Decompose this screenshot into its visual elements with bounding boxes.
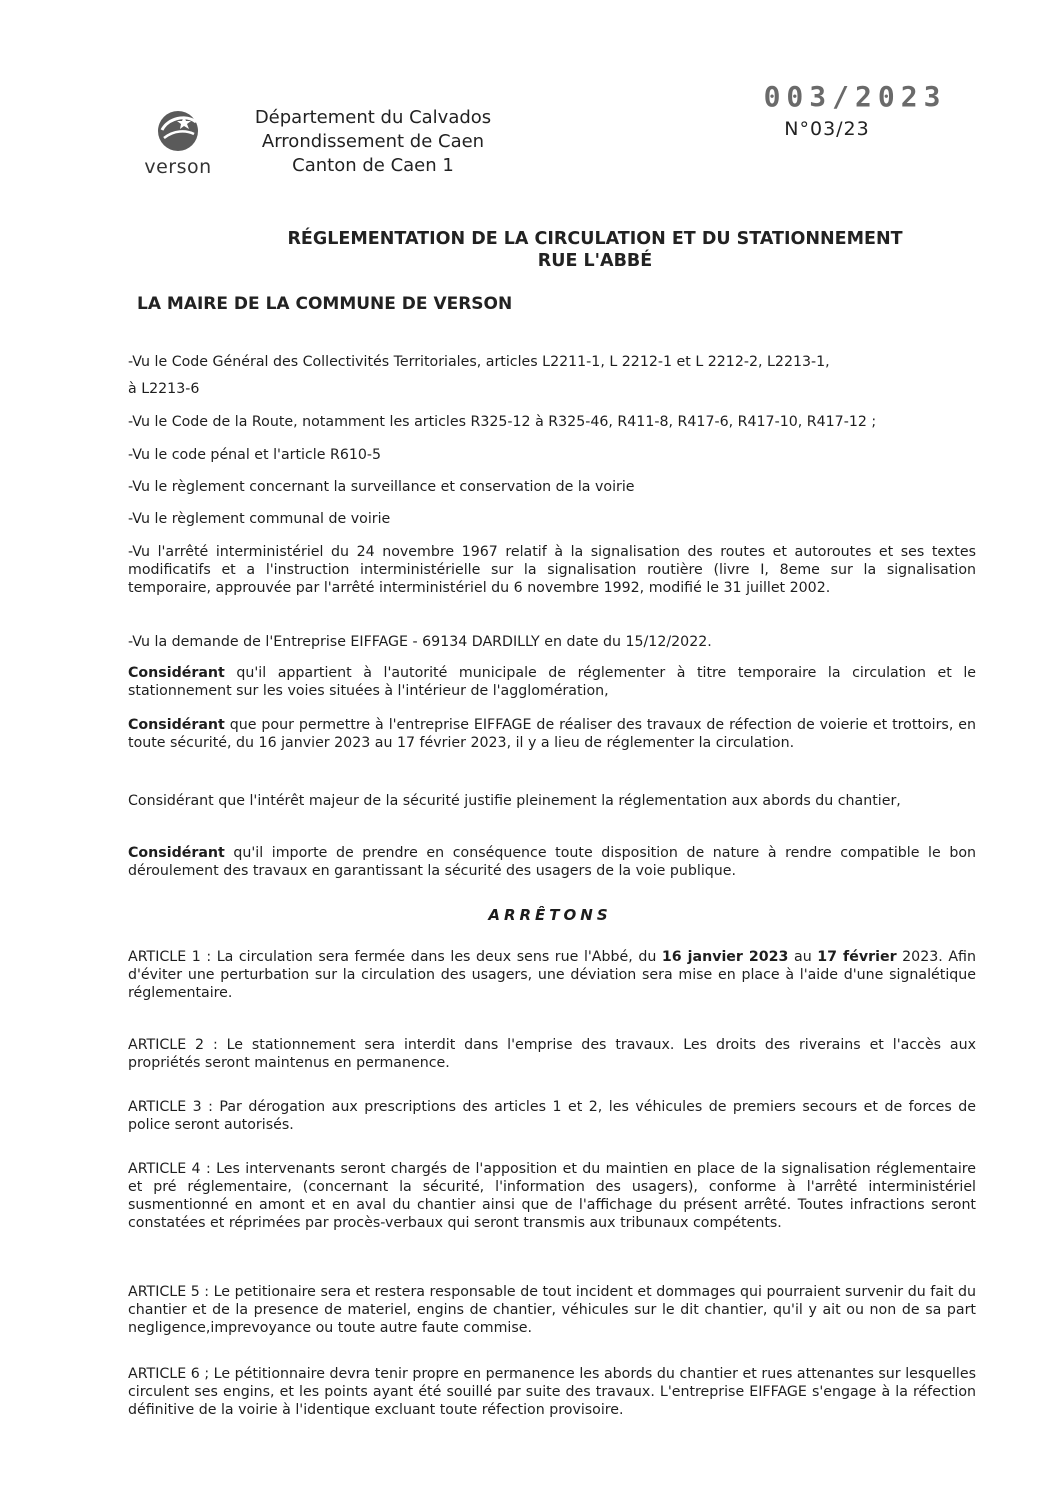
logo-text: verson bbox=[144, 156, 212, 178]
article-label: ARTICLE 1 : bbox=[128, 949, 212, 965]
reference-number: N°03/23 bbox=[784, 118, 870, 140]
start-date: 16 janvier 2023 bbox=[661, 949, 789, 965]
visa-7: -Vu la demande de l'Entreprise EIFFAGE - 69134 DARDILLY en date du 15/12/2022. bbox=[128, 634, 712, 650]
considerant-text: que l'intérêt majeur de la sécurité justifie pleinement la réglementation aux abords du chantier, bbox=[213, 793, 901, 809]
verson-logo bbox=[136, 108, 220, 180]
considerant-label: Considérant bbox=[128, 717, 225, 733]
article-6 bbox=[128, 1365, 976, 1419]
visa-1: -Vu le Code Général des Collectivités Territoriales, articles L2211-1, L 2212-1 et L 2212-2, L2213-1, bbox=[128, 354, 830, 370]
visa-1-continued: à L2213-6 bbox=[128, 381, 200, 397]
article-text: Le stationnement sera interdit dans l'emprise des travaux. Les droits des riverains et l'accès aux propriétés seront maintenus en permanence. bbox=[128, 1037, 976, 1071]
article-text: La circulation sera fermée dans les deux sens rue l'Abbé, du bbox=[211, 949, 662, 965]
stamp-number: 003/2023 bbox=[763, 80, 947, 113]
considerant-text: que pour permettre à l'entreprise EIFFAGE de réaliser des travaux de réfection de voierie et trottoirs, en toute sécurité, du 16 janvier 2023 au 17 février 2023, il y a lieu de réglementer la circulation. bbox=[128, 717, 976, 751]
considerant-text: qu'il appartient à l'autorité municipale de réglementer à titre temporaire la circulation et le stationnement sur les voies situées à l'intérieur de l'agglomération, bbox=[128, 665, 976, 699]
visa-4: -Vu le règlement concernant la surveillance et conservation de la voirie bbox=[128, 479, 635, 495]
considerant-4 bbox=[128, 844, 976, 880]
considerant-label: Considérant bbox=[128, 845, 225, 861]
article-3 bbox=[128, 1098, 976, 1134]
article-label: ARTICLE 5 : bbox=[128, 1284, 210, 1300]
arretons-heading: ARRÊTONS bbox=[488, 906, 612, 924]
administrative-header bbox=[228, 106, 518, 178]
article-4 bbox=[128, 1160, 976, 1232]
considerant-2 bbox=[128, 716, 976, 752]
article-label: ARTICLE 4 : bbox=[128, 1161, 211, 1177]
title-line-2: RUE L'ABBÉ bbox=[537, 251, 653, 271]
considerant-text: qu'il importe de prendre en conséquence toute disposition de nature à rendre compatible le bon déroulement des travaux en garantissant la sécurité des usagers de la voie publique. bbox=[128, 845, 976, 879]
title-line-1: RÉGLEMENTATION DE LA CIRCULATION ET DU STATIONNEMENT bbox=[287, 229, 903, 249]
department-line: Département du Calvados bbox=[254, 107, 492, 128]
considerant-3 bbox=[128, 792, 976, 810]
considerant-label: Considérant bbox=[128, 793, 214, 809]
arrondissement-line: Arrondissement de Caen bbox=[261, 131, 485, 152]
article-1 bbox=[128, 948, 976, 1002]
visa-3: -Vu le code pénal et l'article R610-5 bbox=[128, 447, 382, 463]
article-label: ARTICLE 3 : bbox=[128, 1099, 213, 1115]
article-text: Par dérogation aux prescriptions des articles 1 et 2, les véhicules de premiers secours et de forces de police seront autorisés. bbox=[128, 1099, 977, 1133]
globe-logo-icon bbox=[154, 108, 202, 154]
article-text: Le pétitionnaire devra tenir propre en permanence les abords du chantier et rues attenantes sur lesquelles circulent ses engins, et les points ayant été souillé par suite des travaux. L'entreprise EIFFAGE s'engage à la réfection définitive de la voirie à l'identique excluant toute réfection provisoire. bbox=[128, 1366, 976, 1418]
document-title bbox=[200, 228, 990, 272]
visa-6: -Vu l'arrêté interministériel du 24 novembre 1967 relatif à la signalisation des routes et autoroutes et ses textes modificatifs et a l'instruction interministérielle sur la signalisation routière (livre I, 8eme sur la signalisation temporaire, approuvée par l'arrêté interministériel du 6 novembre 1992, modifié le 31 juillet 2002. bbox=[128, 544, 976, 596]
end-date: 17 février bbox=[817, 949, 897, 965]
article-5 bbox=[128, 1283, 976, 1337]
mayor-heading: LA MAIRE DE LA COMMUNE DE VERSON bbox=[137, 294, 513, 314]
article-2 bbox=[128, 1036, 976, 1072]
article-text: 2023. Afin d'éviter une perturbation sur la circulation des usagers, une déviation sera mise en place à l'aide d'une signalétique réglementaire. bbox=[128, 949, 976, 1001]
considerant-label: Considérant bbox=[128, 665, 225, 681]
article-text: Le petitionaire sera et restera responsable de tout incident et dommages qui pourraient survenir du fait du chantier et de la presence de materiel, engins de chantier, véhicules sur le dit chantier, qu'il y ait ou non de sa part negligence,imprevoyance ou toute autre faute commise. bbox=[128, 1284, 977, 1336]
article-text: Les intervenants seront chargés de l'apposition et du maintien en place de la signalisation réglementaire et pré réglementaire, (concernant la sécurité, l'information des usagers), conforme à l'arrêté interministériel susmentionné en amont et en aval du chantier ainsi que de l'affichage du présent arrêté. Toutes infractions seront constatées et réprimées par procès-verbaux qui seront transmis aux tribunaux compétents. bbox=[128, 1161, 977, 1231]
considerant-1 bbox=[128, 664, 976, 700]
visa-2: -Vu le Code de la Route, notamment les articles R325-12 à R325-46, R411-8, R417-6, R417-10, R417-12 ; bbox=[128, 414, 877, 430]
article-text: au bbox=[788, 949, 818, 965]
visa-5: -Vu le règlement communal de voirie bbox=[128, 511, 391, 527]
article-label: ARTICLE 6 ; bbox=[128, 1366, 210, 1382]
canton-line: Canton de Caen 1 bbox=[292, 155, 454, 176]
article-label: ARTICLE 2 : bbox=[128, 1037, 218, 1053]
